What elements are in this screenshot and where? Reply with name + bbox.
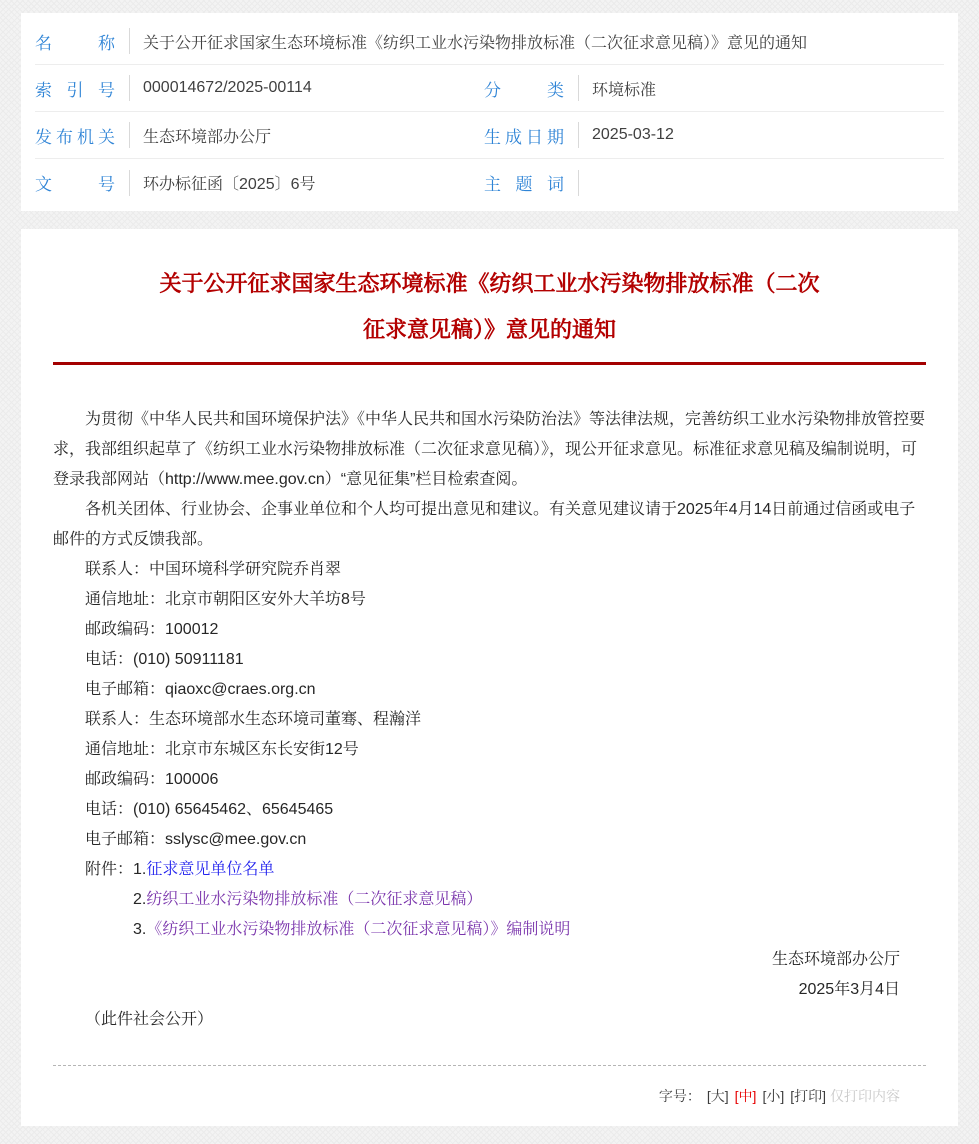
attachment-link-1[interactable]: 征求意见单位名单	[146, 861, 275, 878]
attachment-3-number: 3.	[133, 921, 147, 938]
attachment-link-3[interactable]: 《纺织工业水污染物排放标准（二次征求意见稿）》编制说明	[146, 921, 571, 938]
document-body	[53, 405, 926, 1035]
contact2-person: 联系人：生态环境部水生态环境司董骞、程瀚洋	[85, 711, 422, 728]
page-title	[53, 261, 926, 353]
font-size-medium-button[interactable]: [中]	[734, 1088, 757, 1104]
meta-label-docno: 文号	[35, 175, 115, 194]
document-body-card	[21, 229, 958, 1126]
meta-cell-subject	[484, 170, 944, 196]
attachment-1-number: 1.	[133, 861, 147, 878]
meta-cell-name	[35, 28, 944, 54]
contact1-person: 联系人：中国环境科学研究院乔肖翠	[85, 561, 342, 578]
signature-agency: 生态环境部办公厅	[771, 951, 900, 968]
attachments-prefix: 附件：	[85, 861, 134, 878]
print-only-content-label: 仅打印内容	[830, 1088, 900, 1104]
meta-value-name: 关于公开征求国家生态环境标准《纺织工业水污染物排放标准（二次征求意见稿）》意见的通知	[143, 34, 808, 52]
meta-label-agency: 发布机关	[35, 127, 115, 147]
meta-value-date: 2025-03-12	[592, 126, 674, 143]
vertical-divider	[578, 122, 579, 148]
contact1-postcode: 邮政编码：100012	[85, 621, 219, 638]
meta-cell-date	[484, 122, 944, 148]
attachment-line-1	[53, 855, 926, 885]
font-size-label: 字号：	[658, 1088, 701, 1104]
meta-value-docno: 环办标征函〔2025〕6号	[143, 176, 316, 193]
contact1-phone: 电话：(010) 50911181	[85, 651, 244, 668]
meta-value-category: 环境标准	[592, 81, 657, 99]
attachment-line-3	[133, 915, 926, 945]
meta-cell-category	[484, 75, 944, 101]
document-meta-card	[21, 13, 958, 211]
font-size-large-button[interactable]: [大]	[706, 1088, 729, 1104]
vertical-divider	[129, 170, 130, 196]
meta-row-name	[35, 18, 944, 65]
contact1-email: 电子邮箱：qiaoxc@craes.org.cn	[85, 681, 316, 698]
contact2-phone: 电话：(010) 65645462、65645465	[85, 801, 334, 818]
vertical-divider	[129, 28, 130, 54]
font-size-small-button[interactable]: [小]	[762, 1088, 785, 1104]
meta-cell-index	[35, 75, 484, 101]
attachment-2-number: 2.	[133, 891, 147, 908]
meta-cell-docno	[35, 170, 484, 196]
public-disclosure-note: （此件社会公开）	[85, 1011, 214, 1028]
title-underline-rule	[53, 362, 926, 365]
meta-label-name: 名称	[35, 33, 115, 53]
meta-row-index	[35, 65, 944, 112]
meta-label-date: 生成日期	[484, 127, 564, 147]
meta-row-agency	[35, 112, 944, 159]
contact2-postcode: 邮政编码：100006	[85, 771, 219, 788]
paragraph-1: 为贯彻《中华人民共和国环境保护法》《中华人民共和国水污染防治法》等法律法规，完善纺织工业水污染物排放管控要求，我部组织起草了《纺织工业水污染物排放标准（二次征求意见稿）》，现公开征求意见。标准征求意见稿及编制说明，可登录我部网站（http://www.mee.gov.cn）“意见征集”栏目检索查阅。	[53, 411, 926, 488]
vertical-divider	[578, 75, 579, 101]
meta-label-subject: 主题词	[484, 175, 564, 194]
page-title-line1: 关于公开征求国家生态环境标准《纺织工业水污染物排放标准（二次	[159, 271, 820, 296]
page-title-line2: 征求意见稿）》意见的通知	[362, 317, 616, 342]
paragraph-2: 各机关团体、行业协会、企事业单位和个人均可提出意见和建议。有关意见建议请于2025年4月14日前通过信函或电子邮件的方式反馈我部。	[53, 501, 916, 548]
meta-label-index: 索引号	[35, 80, 115, 100]
contact1-address: 通信地址：北京市朝阳区安外大羊坊8号	[85, 591, 366, 608]
meta-label-category: 分类	[484, 80, 564, 100]
vertical-divider	[129, 122, 130, 148]
attachment-line-2	[133, 885, 926, 915]
attachment-link-2[interactable]: 纺织工业水污染物排放标准（二次征求意见稿）	[146, 891, 483, 908]
meta-row-docno	[35, 159, 944, 206]
signature-date: 2025年3月4日	[798, 981, 900, 998]
print-button[interactable]: [打印]	[790, 1088, 826, 1104]
vertical-divider	[578, 170, 579, 196]
contact2-address: 通信地址：北京市东城区东长安街12号	[85, 741, 359, 758]
meta-cell-agency	[35, 122, 484, 148]
footer-dashed-divider	[53, 1065, 926, 1066]
meta-value-index: 000014672/2025-00114	[143, 79, 312, 96]
contact2-email: 电子邮箱：sslysc@mee.gov.cn	[85, 831, 307, 848]
meta-value-agency: 生态环境部办公厅	[143, 128, 272, 146]
font-size-toolbar	[53, 1082, 926, 1110]
vertical-divider	[129, 75, 130, 101]
